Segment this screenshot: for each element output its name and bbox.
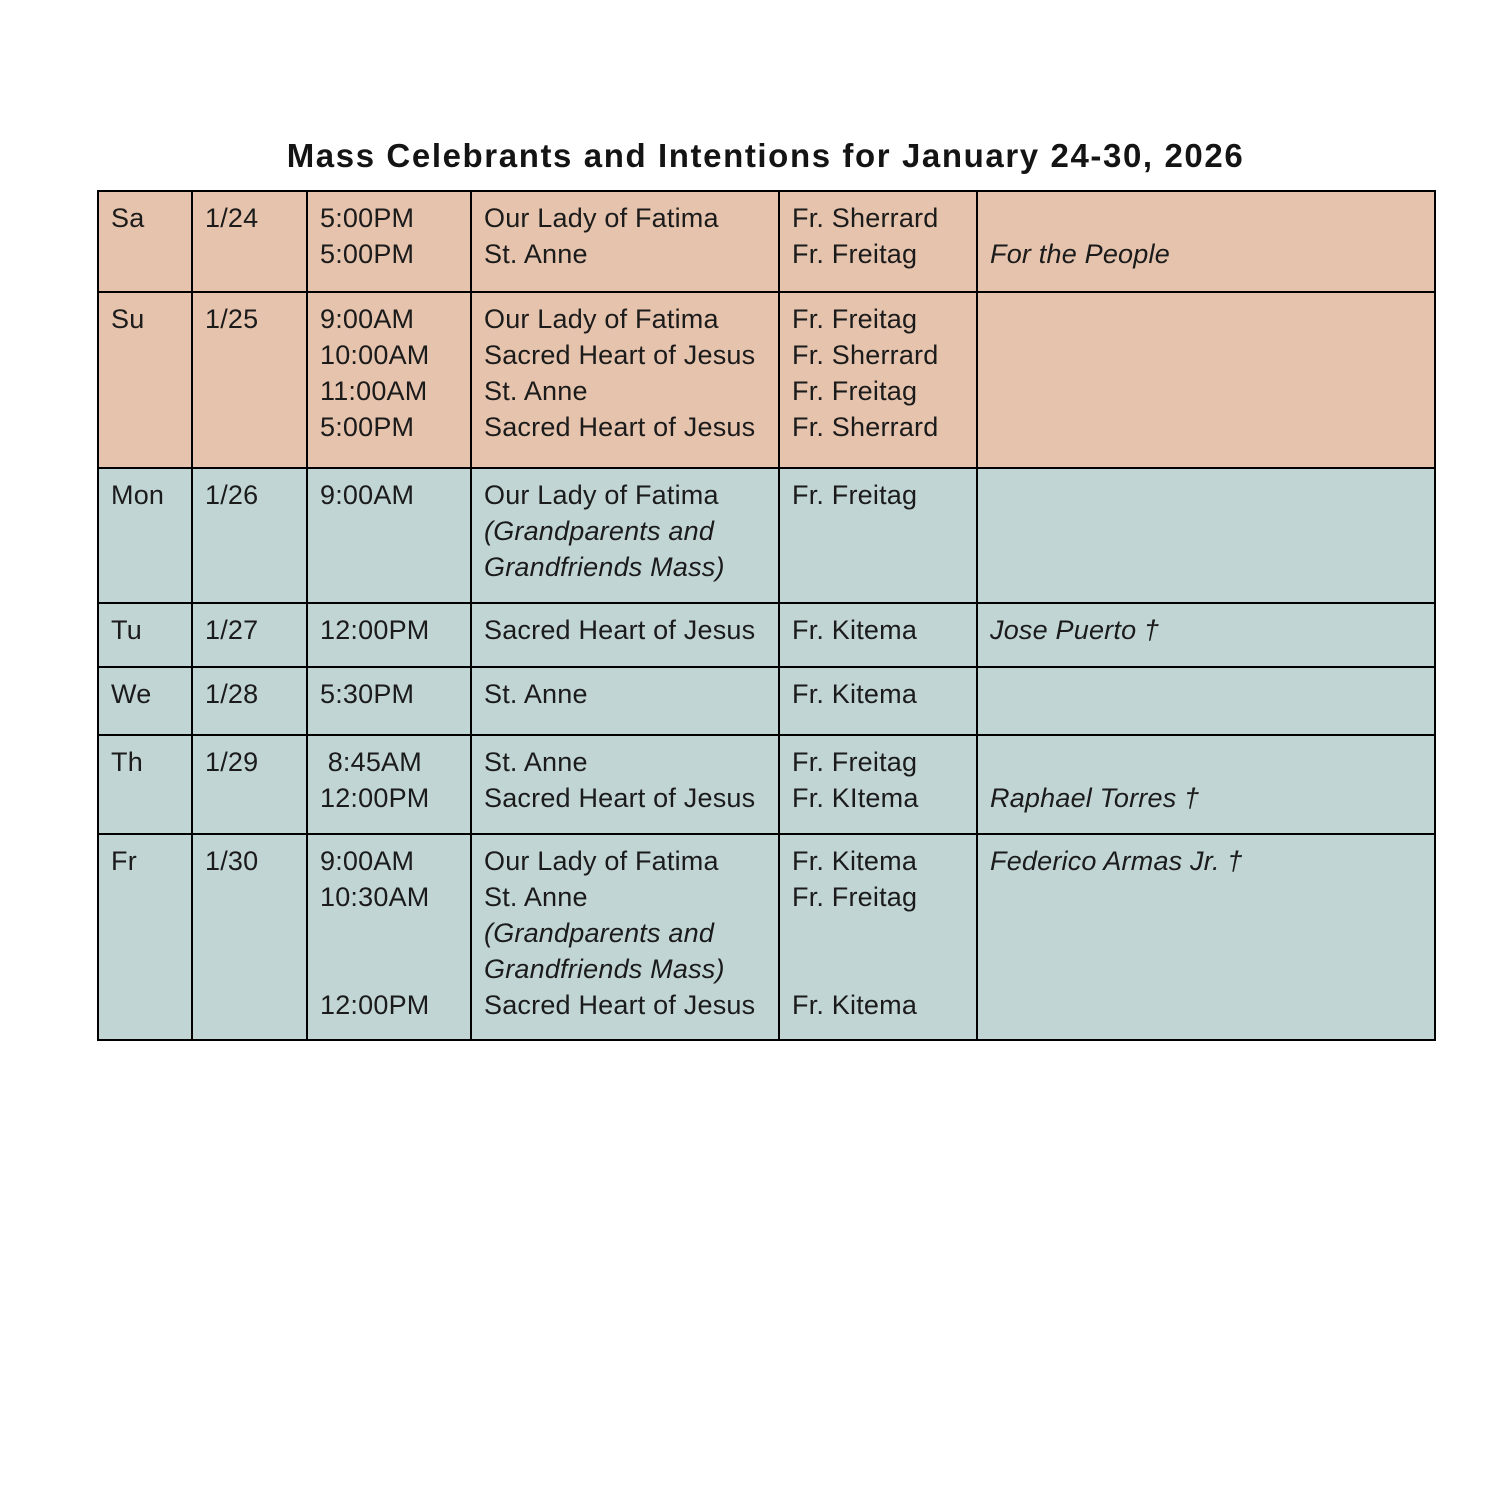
- intention-cell: [977, 603, 1435, 667]
- church-cell: [471, 292, 779, 468]
- date-cell: [192, 191, 307, 292]
- celebrant-text: Fr. Sherrard: [792, 412, 939, 442]
- page-title: Mass Celebrants and Intentions for January 24-30, 2026: [286, 137, 1245, 174]
- celebrant-cell: [779, 292, 977, 468]
- date-text: 1/27: [205, 615, 259, 645]
- schedule-row-tu: [98, 603, 1435, 667]
- time-text: 10:30AM: [320, 882, 430, 912]
- schedule-row-mon: [98, 468, 1435, 603]
- celebrant-cell: [779, 735, 977, 834]
- church-text: St. Anne: [484, 882, 588, 912]
- day-cell: [98, 603, 192, 667]
- schedule-row-th: [98, 735, 1435, 834]
- celebrant-cell: [779, 468, 977, 603]
- date-cell: [192, 603, 307, 667]
- church-cell: [471, 468, 779, 603]
- time-text: 10:00AM: [320, 340, 430, 370]
- time-cell: [307, 667, 471, 735]
- intention-text: [990, 744, 1426, 780]
- day-cell: [98, 834, 192, 1040]
- intention-cell: [977, 292, 1435, 468]
- celebrant-text: Fr. Sherrard: [792, 340, 939, 370]
- celebrant-text: Fr. Kitema: [792, 679, 918, 709]
- church-cell: [471, 603, 779, 667]
- celebrant-cell: [779, 667, 977, 735]
- day-text: Th: [111, 747, 143, 777]
- date-text: 1/24: [205, 203, 259, 233]
- time-cell: [307, 735, 471, 834]
- time-text: 5:00PM: [320, 203, 415, 233]
- church-cell: [471, 191, 779, 292]
- day-cell: [98, 468, 192, 603]
- date-text: 1/26: [205, 480, 259, 510]
- date-text: 1/30: [205, 846, 259, 876]
- date-cell: [192, 834, 307, 1040]
- time-cell: [307, 603, 471, 667]
- day-cell: [98, 191, 192, 292]
- time-text: 8:45AM: [320, 747, 422, 777]
- time-text: [320, 951, 462, 987]
- date-cell: [192, 735, 307, 834]
- intention-cell: [977, 735, 1435, 834]
- celebrant-cell: [779, 191, 977, 292]
- intention-cell: [977, 191, 1435, 292]
- time-cell: [307, 834, 471, 1040]
- church-text: Grandfriends Mass): [484, 552, 725, 582]
- date-cell: [192, 667, 307, 735]
- date-text: 1/29: [205, 747, 259, 777]
- time-text: 12:00PM: [320, 990, 430, 1020]
- church-text: Sacred Heart of Jesus: [484, 990, 756, 1020]
- church-text: (Grandparents and: [484, 516, 715, 546]
- date-text: 1/28: [205, 679, 259, 709]
- time-text: 5:30PM: [320, 679, 415, 709]
- time-text: 9:00AM: [320, 846, 415, 876]
- church-text: Our Lady of Fatima: [484, 846, 719, 876]
- church-text: Grandfriends Mass): [484, 954, 725, 984]
- time-cell: [307, 292, 471, 468]
- church-text: St. Anne: [484, 376, 588, 406]
- time-cell: [307, 191, 471, 292]
- celebrant-text: [792, 951, 968, 987]
- church-text: St. Anne: [484, 747, 588, 777]
- church-cell: [471, 834, 779, 1040]
- date-cell: [192, 468, 307, 603]
- day-text: Fr: [111, 846, 137, 876]
- intention-text: For the People: [990, 239, 1170, 269]
- time-cell: [307, 468, 471, 603]
- time-text: 5:00PM: [320, 239, 415, 269]
- church-text: Our Lady of Fatima: [484, 480, 719, 510]
- schedule-row-sa: [98, 191, 1435, 292]
- celebrant-text: Fr. KItema: [792, 783, 919, 813]
- time-text: 12:00PM: [320, 615, 430, 645]
- time-text: 11:00AM: [320, 376, 428, 406]
- celebrant-text: Fr. Freitag: [792, 239, 918, 269]
- time-text: 9:00AM: [320, 304, 415, 334]
- time-text: 9:00AM: [320, 480, 415, 510]
- date-text: 1/25: [205, 304, 259, 334]
- schedule-row-su: [98, 292, 1435, 468]
- date-cell: [192, 292, 307, 468]
- church-text: Sacred Heart of Jesus: [484, 340, 756, 370]
- intention-text: Jose Puerto †: [990, 615, 1160, 645]
- church-text: Sacred Heart of Jesus: [484, 615, 756, 645]
- celebrant-text: Fr. Sherrard: [792, 203, 939, 233]
- celebrant-text: Fr. Freitag: [792, 882, 918, 912]
- time-text: [320, 915, 462, 951]
- celebrant-cell: [779, 603, 977, 667]
- celebrant-text: Fr. Freitag: [792, 480, 918, 510]
- schedule-row-we: [98, 667, 1435, 735]
- day-cell: [98, 292, 192, 468]
- celebrant-text: Fr. Kitema: [792, 990, 918, 1020]
- day-text: Mon: [111, 480, 165, 510]
- intention-cell: [977, 667, 1435, 735]
- church-text: St. Anne: [484, 679, 588, 709]
- intention-text: Federico Armas Jr. †: [990, 846, 1243, 876]
- schedule-row-fr: [98, 834, 1435, 1040]
- celebrant-text: Fr. Freitag: [792, 304, 918, 334]
- day-text: We: [111, 679, 152, 709]
- intention-cell: [977, 834, 1435, 1040]
- church-cell: [471, 667, 779, 735]
- church-text: Sacred Heart of Jesus: [484, 783, 756, 813]
- church-text: Our Lady of Fatima: [484, 304, 719, 334]
- day-cell: [98, 735, 192, 834]
- celebrant-cell: [779, 834, 977, 1040]
- celebrant-text: Fr. Kitema: [792, 846, 918, 876]
- time-text: 5:00PM: [320, 412, 415, 442]
- church-text: St. Anne: [484, 239, 588, 269]
- day-text: Sa: [111, 203, 145, 233]
- mass-schedule-table: [97, 190, 1436, 1041]
- day-text: Su: [111, 304, 145, 334]
- celebrant-text: Fr. Freitag: [792, 747, 918, 777]
- church-text: (Grandparents and: [484, 918, 715, 948]
- day-cell: [98, 667, 192, 735]
- church-text: Our Lady of Fatima: [484, 203, 719, 233]
- schedule-table-body: [98, 191, 1435, 1040]
- celebrant-text: [792, 915, 968, 951]
- intention-text: Raphael Torres †: [990, 783, 1200, 813]
- celebrant-text: Fr. Kitema: [792, 615, 918, 645]
- church-cell: [471, 735, 779, 834]
- church-text: Sacred Heart of Jesus: [484, 412, 756, 442]
- intention-cell: [977, 468, 1435, 603]
- celebrant-text: Fr. Freitag: [792, 376, 918, 406]
- time-text: 12:00PM: [320, 783, 430, 813]
- intention-text: [990, 200, 1426, 236]
- day-text: Tu: [111, 615, 142, 645]
